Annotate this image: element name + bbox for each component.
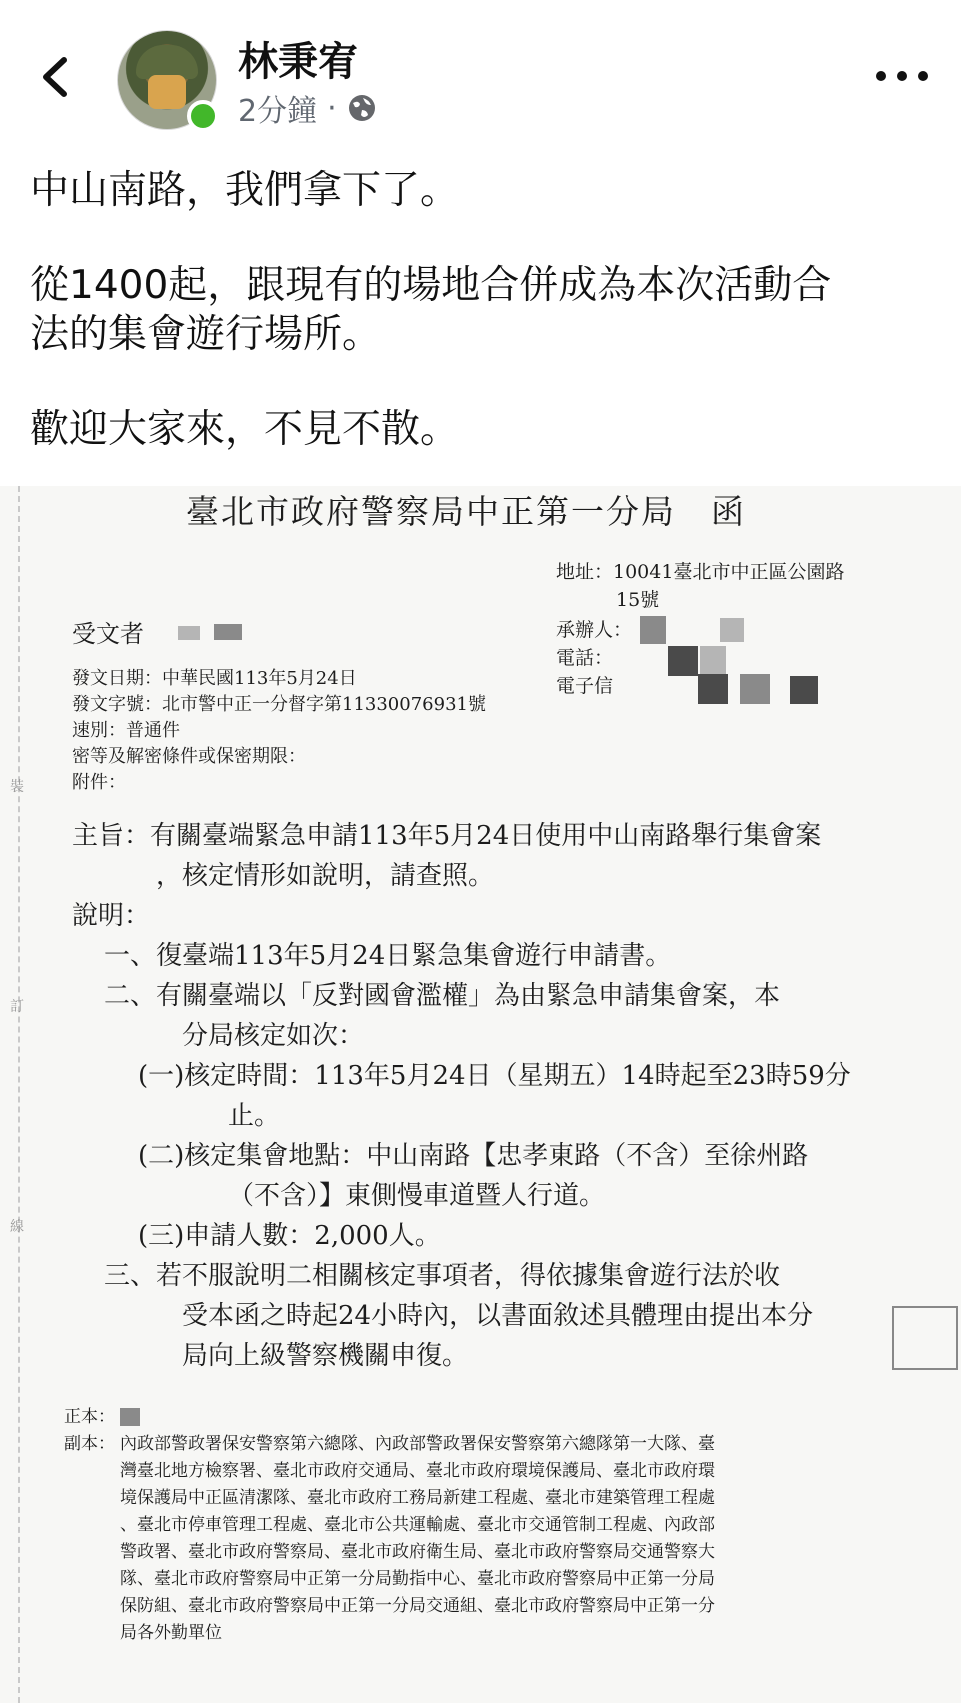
copies-row [64, 1431, 884, 1647]
explain-subitem: （不含）】東側慢車道暨人行道。 [228, 1181, 606, 1211]
meta-separator: · [327, 90, 337, 126]
explain-item: 受本函之時起24小時內，以書面敘述具體理由提出本分 [182, 1301, 814, 1331]
document-title: 臺北市政府警察局中正第一分局 函 [186, 492, 746, 531]
redaction-block [700, 646, 726, 676]
contact-info [556, 616, 632, 700]
explain-subitem: 止。 [228, 1101, 281, 1131]
more-dot-icon [876, 71, 886, 81]
address-line: 地址：10041臺北市中正區公園路 [556, 561, 845, 583]
margin-mark: 線 [10, 1219, 24, 1235]
redaction-block [698, 674, 728, 704]
speed-field: 速別：普通件 [72, 720, 180, 741]
explain-subitem: (一)核定時間：113年5月24日（星期五）14時起至23時59分 [138, 1061, 851, 1091]
avatar-helmet [136, 45, 198, 79]
copies-line: 灣臺北地方檢察署、臺北市政府交通局、臺北市政府環境保護局、臺北市政府環 [120, 1461, 715, 1481]
redaction-block [640, 616, 666, 644]
explain-item: 三、若不服說明二相關核定事項者，得依據集會遊行法於收 [104, 1261, 781, 1291]
copies-line: 局各外勤單位 [120, 1623, 222, 1643]
document-body [72, 816, 892, 1376]
more-dot-icon [918, 71, 928, 81]
post-header [0, 0, 961, 150]
redaction-block [740, 674, 770, 704]
phone-label: 電話： [556, 647, 614, 669]
post-line: 法的集會遊行場所。 [30, 312, 382, 357]
post-line: 從1400起，跟現有的場地合併成為本次活動合 [30, 263, 832, 308]
original-label: 正本： [64, 1407, 115, 1427]
copies-label: 副本： [64, 1434, 115, 1454]
redaction-block [668, 646, 698, 676]
globe-icon [347, 93, 377, 123]
original-recipient-row [64, 1404, 884, 1431]
redaction-block [720, 618, 744, 642]
redaction-block [790, 676, 818, 704]
margin-mark: 訂 [10, 999, 24, 1015]
email-label: 電子信 [556, 675, 614, 697]
redaction-block [120, 1408, 140, 1426]
document-address [556, 558, 886, 614]
copies-line: 內政部警政署保安警察第六總隊、內政部警政署保安警察第六總隊第一大隊、臺 [120, 1434, 715, 1454]
explain-subitem: (二)核定集會地點：中山南路【忠孝東路（不含）至徐州路 [138, 1141, 809, 1171]
online-status-icon [187, 100, 219, 132]
redaction-block [214, 624, 242, 640]
post-line: 中山南路，我們拿下了。 [30, 168, 460, 213]
attached-document-image[interactable] [0, 486, 961, 1703]
copies-line: 、臺北市停車管理工程處、臺北市公共運輸處、臺北市交通管制工程處、內政部 [120, 1515, 715, 1535]
distribution-list [64, 1404, 884, 1647]
document-header-fields [72, 666, 486, 796]
seal-stamp [892, 1306, 958, 1370]
more-dot-icon [897, 71, 907, 81]
attachment-field: 附件： [72, 772, 126, 793]
explain-item: 一、復臺端113年5月24日緊急集會遊行申請書。 [104, 941, 672, 971]
address-line: 15號 [616, 589, 660, 611]
post-line: 歡迎大家來，不見不散。 [30, 407, 460, 452]
chevron-left-icon [36, 52, 76, 102]
recipient-label: 受文者 [72, 620, 144, 648]
secret-field: 密等及解密條件或保密期限： [72, 746, 306, 767]
explain-item: 二、有關臺端以「反對國會濫權」為由緊急申請集會案，本 [104, 981, 781, 1011]
handler-label: 承辦人： [556, 619, 633, 641]
date-field: 發文日期：中華民國113年5月24日 [72, 668, 357, 689]
binding-line [18, 486, 20, 1703]
explain-item: 局向上級警察機關申復。 [182, 1341, 469, 1371]
ref-field: 發文字號：北市警中正一分督字第11330076931號 [72, 694, 486, 715]
copies-text [120, 1431, 715, 1647]
explain-subitem: (三)申請人數：2,000人。 [138, 1221, 441, 1251]
redaction-block [178, 626, 200, 640]
copies-line: 警政署、臺北市政府警察局、臺北市政府衛生局、臺北市政府警察局交通警察大 [120, 1542, 715, 1562]
copies-line: 境保護局中正區清潔隊、臺北市政府工務局新建工程處、臺北市建築管理工程處 [120, 1488, 715, 1508]
copies-line: 隊、臺北市政府警察局中正第一分局勤指中心、臺北市政府警察局中正第一分局 [120, 1569, 715, 1589]
back-button[interactable] [36, 52, 76, 102]
post-meta [238, 86, 377, 130]
author-name[interactable]: 林秉宥 [238, 39, 358, 85]
explain-item: 分局核定如次： [182, 1021, 365, 1051]
avatar-face [148, 75, 186, 109]
post-timestamp[interactable]: 2分鐘 [238, 94, 318, 129]
margin-mark: 裝 [10, 779, 24, 795]
post-body [30, 166, 940, 454]
subject-line: ，核定情形如說明，請查照。 [156, 861, 495, 891]
more-options-button[interactable] [876, 56, 928, 96]
subject-line: 主旨：有關臺端緊急申請113年5月24日使用中山南路舉行集會案 [72, 821, 822, 851]
copies-line: 保防組、臺北市政府警察局中正第一分局交通組、臺北市政府警察局中正第一分 [120, 1596, 715, 1616]
explain-heading: 說明： [72, 901, 151, 931]
